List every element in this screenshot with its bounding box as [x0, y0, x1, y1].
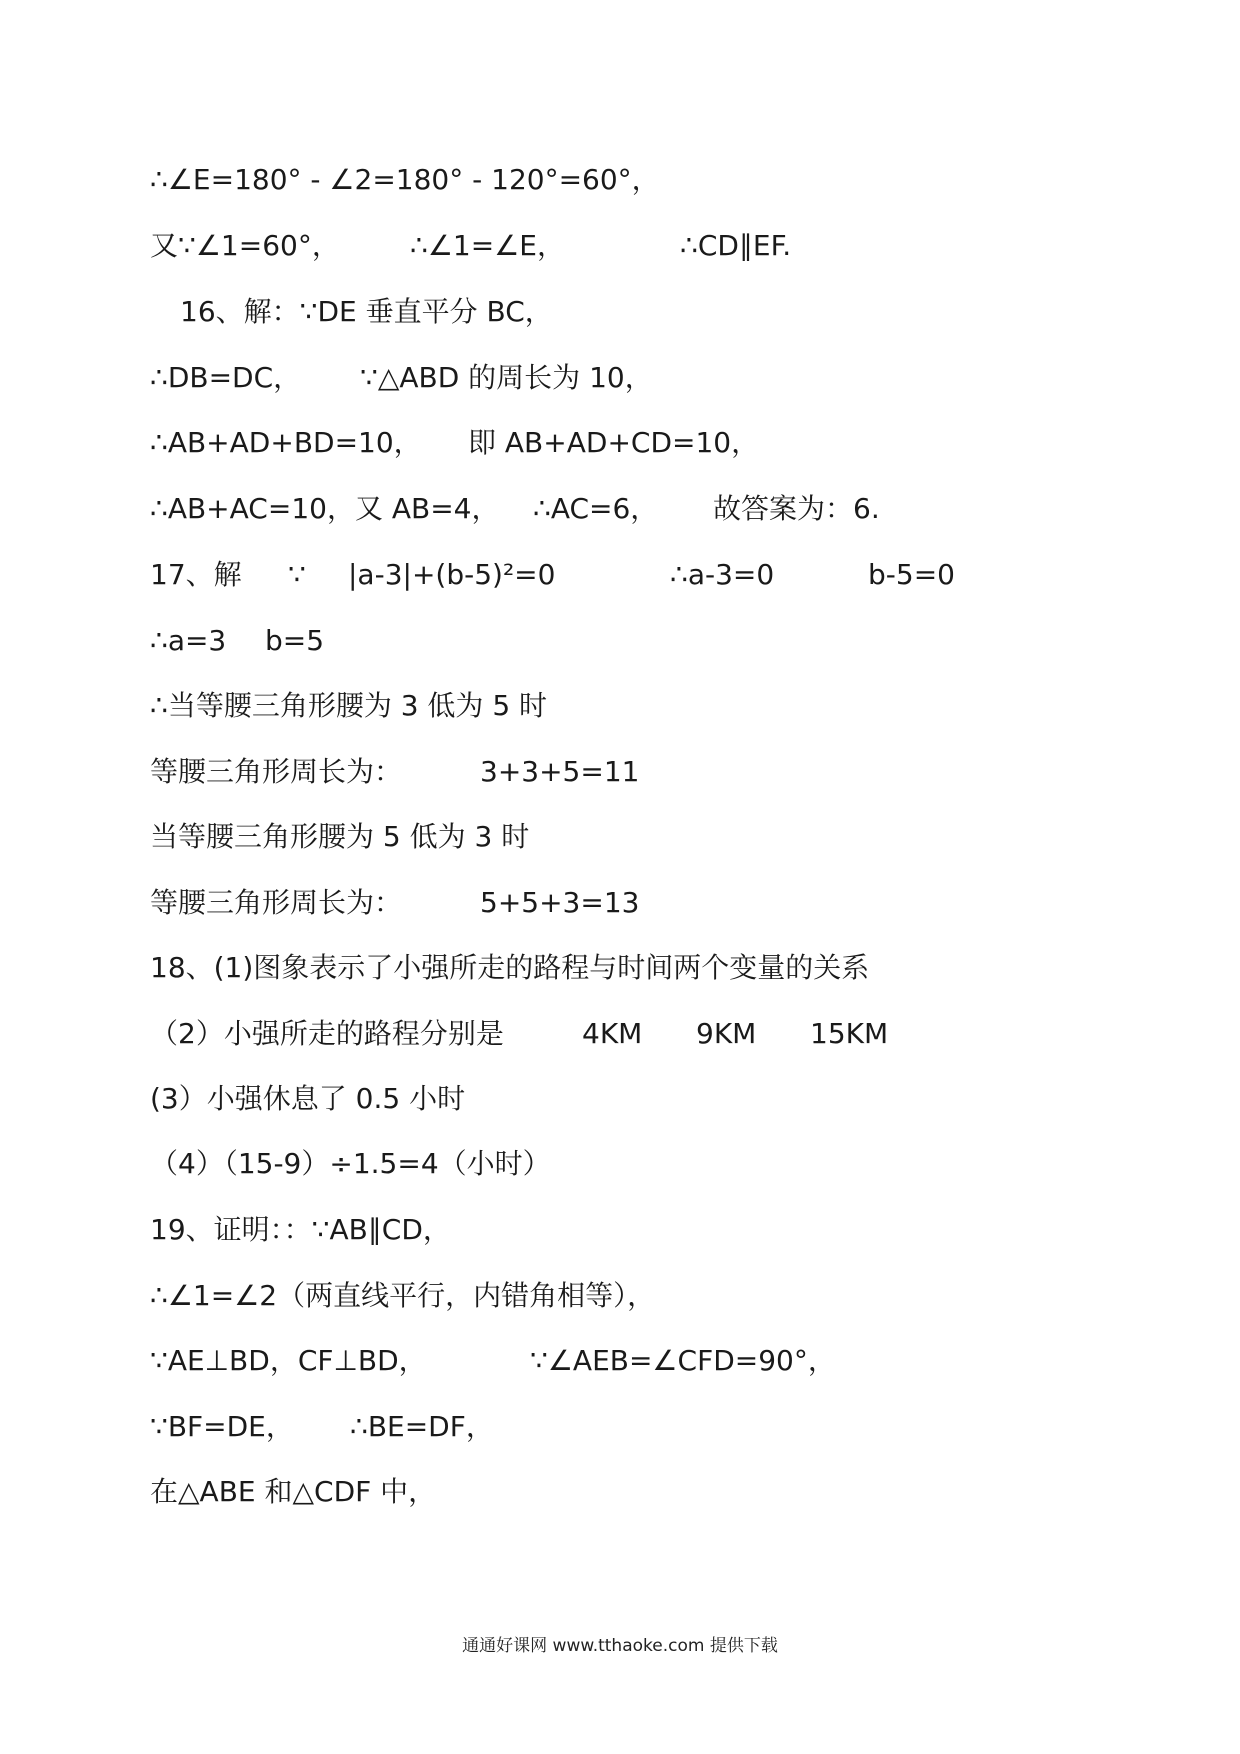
line-segment: b-5=0: [868, 558, 955, 591]
line-segment: 4KM: [582, 1017, 643, 1050]
line-segment: ∵: [288, 558, 306, 591]
line-segment: ∵∠AEB=∠CFD=90°，: [530, 1344, 836, 1377]
line-segment: （2）小强所走的路程分别是: [150, 1017, 504, 1050]
line-segment: ∴∠E=180° - ∠2=180° - 120°=60°，: [150, 163, 660, 196]
page-footer: 通通好课网 www.tthaoke.com 提供下载: [462, 1636, 778, 1656]
line-segment: 又∵∠1=60°，: [150, 229, 340, 262]
line-segment: 故答案为：6.: [713, 492, 880, 525]
line-segment: ∴DB=DC，: [150, 361, 302, 394]
line-segment: 当等腰三角形腰为 5 低为 3 时: [150, 820, 530, 853]
line-segment: b=5: [265, 624, 325, 657]
line-segment: 3+3+5=11: [480, 755, 640, 788]
line-segment: 在△ABE 和△CDF 中，: [150, 1475, 437, 1508]
line-segment: (3）小强休息了 0.5 小时: [150, 1082, 466, 1115]
line-segment: ∴AB+AD+BD=10，: [150, 426, 422, 459]
line-segment: 16、解：∵DE 垂直平分 BC，: [180, 295, 553, 328]
line-segment: ∴当等腰三角形腰为 3 低为 5 时: [150, 689, 548, 722]
line-segment: 18、(1)图象表示了小强所走的路程与时间两个变量的关系: [150, 951, 870, 984]
line-segment: ∵AE⊥BD，CF⊥BD，: [150, 1344, 427, 1377]
line-segment: 15KM: [810, 1017, 889, 1050]
line-segment: ∴∠1=∠2（两直线平行，内错角相等），: [150, 1279, 656, 1312]
line-segment: ∵BF=DE，: [150, 1410, 294, 1443]
line-segment: 17、解: [150, 558, 242, 591]
line-segment: 等腰三角形周长为：: [150, 755, 403, 788]
line-segment: 等腰三角形周长为：: [150, 886, 403, 919]
line-segment: 9KM: [696, 1017, 757, 1050]
line-segment: ∵△ABD 的周长为 10，: [360, 361, 653, 394]
line-segment: |a-3|+(b-5)²=0: [348, 558, 556, 591]
line-segment: 5+5+3=13: [480, 886, 640, 919]
line-segment: ∴a=3: [150, 624, 227, 657]
line-segment: 即 AB+AD+CD=10，: [468, 426, 760, 459]
line-segment: ∴CD∥EF.: [680, 229, 792, 262]
line-segment: ∴AC=6，: [533, 492, 659, 525]
line-segment: 19、证明：：∵AB∥CD，: [150, 1213, 451, 1246]
line-segment: （4）（15-9）÷1.5=4（小时）: [150, 1147, 551, 1180]
line-segment: ∴BE=DF，: [350, 1410, 494, 1443]
line-segment: ∴a-3=0: [670, 558, 775, 591]
line-segment: ∴∠1=∠E，: [410, 229, 565, 262]
line-segment: ∴AB+AC=10，又 AB=4，: [150, 492, 500, 525]
